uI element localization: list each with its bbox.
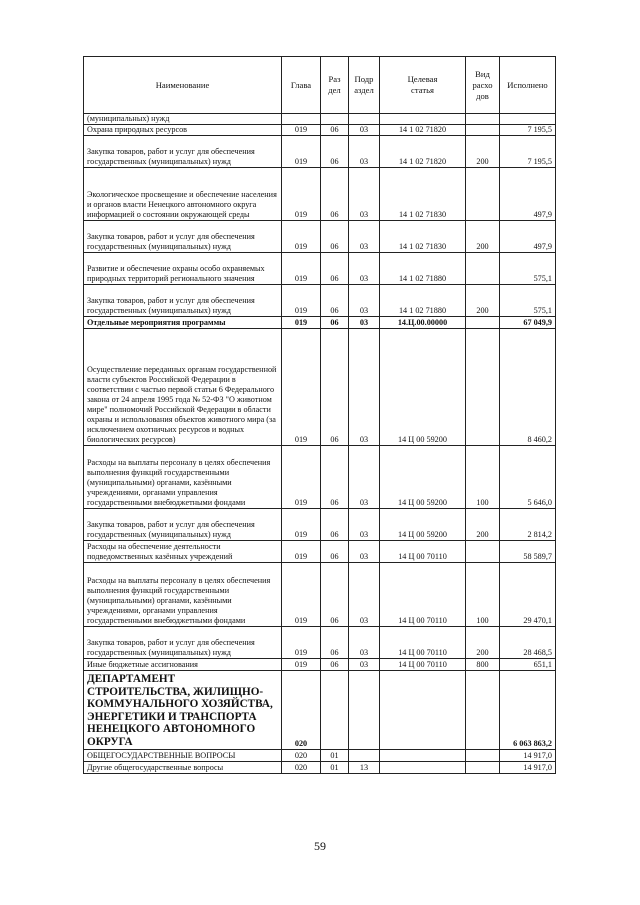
table-row xyxy=(84,221,556,253)
cell-name: Закупка товаров, работ и услуг для обеспечения государственных (муниципальных) нужд xyxy=(84,221,282,253)
budget-table xyxy=(83,56,556,774)
cell-statya: 14 1 02 71880 xyxy=(380,253,466,285)
cell-statya xyxy=(380,749,466,761)
cell-podrazdel: 03 xyxy=(349,253,380,285)
cell-glava xyxy=(282,114,321,125)
cell-statya: 14 Ц 00 70110 xyxy=(380,659,466,671)
cell-razdel: 06 xyxy=(321,317,349,329)
cell-ispolneno: 497,9 xyxy=(500,221,556,253)
cell-statya: 14 1 02 71830 xyxy=(380,168,466,221)
cell-razdel xyxy=(321,671,349,750)
cell-glava: 020 xyxy=(282,671,321,750)
cell-podrazdel: 03 xyxy=(349,659,380,671)
cell-vid: 200 xyxy=(466,221,500,253)
header-vid: Вид расхо дов xyxy=(466,57,500,114)
cell-glava: 019 xyxy=(282,221,321,253)
cell-vid xyxy=(466,125,500,136)
cell-podrazdel: 03 xyxy=(349,285,380,317)
cell-name: Закупка товаров, работ и услуг для обеспечения государственных (муниципальных) нужд xyxy=(84,136,282,168)
cell-ispolneno: 7 195,5 xyxy=(500,125,556,136)
cell-vid xyxy=(466,761,500,773)
cell-glava: 019 xyxy=(282,627,321,659)
table-row xyxy=(84,627,556,659)
cell-podrazdel: 03 xyxy=(349,446,380,509)
cell-vid: 800 xyxy=(466,659,500,671)
table-body xyxy=(84,114,556,774)
cell-razdel: 06 xyxy=(321,168,349,221)
cell-ispolneno: 67 049,9 xyxy=(500,317,556,329)
cell-ispolneno: 14 917,0 xyxy=(500,749,556,761)
cell-podrazdel: 03 xyxy=(349,136,380,168)
cell-statya: 14 1 02 71880 xyxy=(380,285,466,317)
cell-ispolneno: 8 460,2 xyxy=(500,329,556,446)
header-podrazdel: Подр аздел xyxy=(349,57,380,114)
cell-glava: 019 xyxy=(282,136,321,168)
cell-razdel: 06 xyxy=(321,627,349,659)
cell-glava: 019 xyxy=(282,317,321,329)
cell-podrazdel xyxy=(349,114,380,125)
cell-podrazdel: 03 xyxy=(349,168,380,221)
cell-glava: 019 xyxy=(282,659,321,671)
cell-podrazdel: 03 xyxy=(349,627,380,659)
table-row xyxy=(84,114,556,125)
cell-vid xyxy=(466,253,500,285)
cell-razdel: 01 xyxy=(321,761,349,773)
cell-name: Закупка товаров, работ и услуг для обеспечения государственных (муниципальных) нужд xyxy=(84,285,282,317)
cell-glava: 019 xyxy=(282,285,321,317)
cell-glava: 019 xyxy=(282,446,321,509)
cell-ispolneno: 28 468,5 xyxy=(500,627,556,659)
cell-razdel: 06 xyxy=(321,285,349,317)
table-header-row xyxy=(84,57,556,114)
table-row xyxy=(84,563,556,627)
table-row xyxy=(84,541,556,563)
cell-ispolneno: 575,1 xyxy=(500,253,556,285)
cell-razdel: 06 xyxy=(321,221,349,253)
cell-ispolneno xyxy=(500,114,556,125)
cell-razdel: 06 xyxy=(321,446,349,509)
cell-razdel: 06 xyxy=(321,563,349,627)
cell-podrazdel: 03 xyxy=(349,317,380,329)
table-row xyxy=(84,317,556,329)
cell-vid: 200 xyxy=(466,285,500,317)
cell-glava: 020 xyxy=(282,749,321,761)
cell-podrazdel: 03 xyxy=(349,125,380,136)
cell-razdel: 06 xyxy=(321,253,349,285)
table-row xyxy=(84,253,556,285)
cell-razdel: 06 xyxy=(321,659,349,671)
cell-podrazdel: 03 xyxy=(349,563,380,627)
cell-statya: 14 Ц 00 70110 xyxy=(380,541,466,563)
cell-podrazdel xyxy=(349,749,380,761)
cell-razdel: 06 xyxy=(321,541,349,563)
cell-glava: 020 xyxy=(282,761,321,773)
cell-name: Закупка товаров, работ и услуг для обеспечения государственных (муниципальных) нужд xyxy=(84,509,282,541)
cell-glava: 019 xyxy=(282,125,321,136)
cell-vid: 200 xyxy=(466,136,500,168)
cell-vid: 100 xyxy=(466,563,500,627)
table-row xyxy=(84,749,556,761)
table-row xyxy=(84,659,556,671)
cell-statya: 14 1 02 71820 xyxy=(380,125,466,136)
cell-statya xyxy=(380,114,466,125)
cell-statya: 14 Ц 00 59200 xyxy=(380,509,466,541)
cell-podrazdel xyxy=(349,671,380,750)
cell-vid xyxy=(466,168,500,221)
cell-name: ОБЩЕГОСУДАРСТВЕННЫЕ ВОПРОСЫ xyxy=(84,749,282,761)
cell-statya: 14 1 02 71820 xyxy=(380,136,466,168)
cell-ispolneno: 6 063 863,2 xyxy=(500,671,556,750)
cell-ispolneno: 575,1 xyxy=(500,285,556,317)
cell-statya xyxy=(380,761,466,773)
cell-podrazdel: 13 xyxy=(349,761,380,773)
cell-razdel xyxy=(321,114,349,125)
cell-ispolneno: 5 646,0 xyxy=(500,446,556,509)
header-ispolneno: Исполнено xyxy=(500,57,556,114)
cell-ispolneno: 2 814,2 xyxy=(500,509,556,541)
table-row xyxy=(84,509,556,541)
cell-name: Осуществление переданных органам государственной власти субъектов Российской Федерации в соответствии с частью первой статьи 6 Федерального закона от 24 апреля 1995 года № 52-ФЗ "О животном мире" полномочий Российской Федерации в области охраны и использования объектов животного мира (за исключением охотничьих ресурсов и водных биологических ресурсов) xyxy=(84,329,282,446)
cell-ispolneno: 497,9 xyxy=(500,168,556,221)
cell-glava: 019 xyxy=(282,253,321,285)
page-number: 59 xyxy=(314,839,326,853)
cell-name: Расходы на выплаты персоналу в целях обеспечения выполнения функций государственными (муниципальными) органами, казёнными учреждениями, органами управления государственными внебюджетными фондами xyxy=(84,563,282,627)
cell-vid xyxy=(466,114,500,125)
cell-glava: 019 xyxy=(282,168,321,221)
cell-podrazdel: 03 xyxy=(349,509,380,541)
cell-name: ДЕПАРТАМЕНТ СТРОИТЕЛЬСТВА, ЖИЛИЩНО-КОММУНАЛЬНОГО ХОЗЯЙСТВА, ЭНЕРГЕТИКИ И ТРАНСПОРТА НЕНЕЦКОГО АВТОНОМНОГО ОКРУГА xyxy=(84,671,282,750)
cell-vid xyxy=(466,671,500,750)
table-row xyxy=(84,446,556,509)
cell-razdel: 06 xyxy=(321,136,349,168)
table-row xyxy=(84,168,556,221)
cell-razdel: 06 xyxy=(321,125,349,136)
cell-name: Закупка товаров, работ и услуг для обеспечения государственных (муниципальных) нужд xyxy=(84,627,282,659)
cell-ispolneno: 14 917,0 xyxy=(500,761,556,773)
cell-vid xyxy=(466,317,500,329)
cell-vid xyxy=(466,541,500,563)
cell-statya: 14 Ц 00 70110 xyxy=(380,627,466,659)
header-name: Наименование xyxy=(84,57,282,114)
cell-razdel: 06 xyxy=(321,509,349,541)
header-razdel: Раз дел xyxy=(321,57,349,114)
header-statya: Целевая статья xyxy=(380,57,466,114)
table-row xyxy=(84,136,556,168)
cell-name: Развитие и обеспечение охраны особо охраняемых природных территорий регионального значения xyxy=(84,253,282,285)
cell-ispolneno: 29 470,1 xyxy=(500,563,556,627)
cell-vid xyxy=(466,749,500,761)
cell-glava: 019 xyxy=(282,509,321,541)
cell-vid: 200 xyxy=(466,509,500,541)
cell-ispolneno: 7 195,5 xyxy=(500,136,556,168)
cell-statya: 14 1 02 71830 xyxy=(380,221,466,253)
cell-podrazdel: 03 xyxy=(349,329,380,446)
cell-podrazdel: 03 xyxy=(349,221,380,253)
cell-statya: 14 Ц 00 59200 xyxy=(380,446,466,509)
cell-razdel: 06 xyxy=(321,329,349,446)
cell-glava: 019 xyxy=(282,541,321,563)
header-glava: Глава xyxy=(282,57,321,114)
table-row xyxy=(84,125,556,136)
cell-name: Другие общегосударственные вопросы xyxy=(84,761,282,773)
cell-name: (муниципальных) нужд xyxy=(84,114,282,125)
table-row xyxy=(84,671,556,750)
cell-vid: 100 xyxy=(466,446,500,509)
cell-podrazdel: 03 xyxy=(349,541,380,563)
cell-ispolneno: 651,1 xyxy=(500,659,556,671)
cell-glava: 019 xyxy=(282,329,321,446)
cell-razdel: 01 xyxy=(321,749,349,761)
cell-ispolneno: 58 589,7 xyxy=(500,541,556,563)
cell-statya: 14.Ц.00.00000 xyxy=(380,317,466,329)
cell-name: Расходы на выплаты персоналу в целях обеспечения выполнения функций государственными (муниципальными) органами, казёнными учреждениями, органами управления государственными внебюджетными фондами xyxy=(84,446,282,509)
cell-name: Иные бюджетные ассигнования xyxy=(84,659,282,671)
cell-statya: 14 Ц 00 59200 xyxy=(380,329,466,446)
table-row xyxy=(84,285,556,317)
cell-vid xyxy=(466,329,500,446)
cell-glava: 019 xyxy=(282,563,321,627)
cell-name: Отдельные мероприятия программы xyxy=(84,317,282,329)
cell-vid: 200 xyxy=(466,627,500,659)
cell-statya xyxy=(380,671,466,750)
cell-statya: 14 Ц 00 70110 xyxy=(380,563,466,627)
cell-name: Экологическое просвещение и обеспечение населения и органов власти Ненецкого автономного округа информацией о состоянии окружающей среды xyxy=(84,168,282,221)
cell-name: Охрана природных ресурсов xyxy=(84,125,282,136)
table-row xyxy=(84,329,556,446)
table-row xyxy=(84,761,556,773)
cell-name: Расходы на обеспечение деятельности подведомственных казённых учреждений xyxy=(84,541,282,563)
